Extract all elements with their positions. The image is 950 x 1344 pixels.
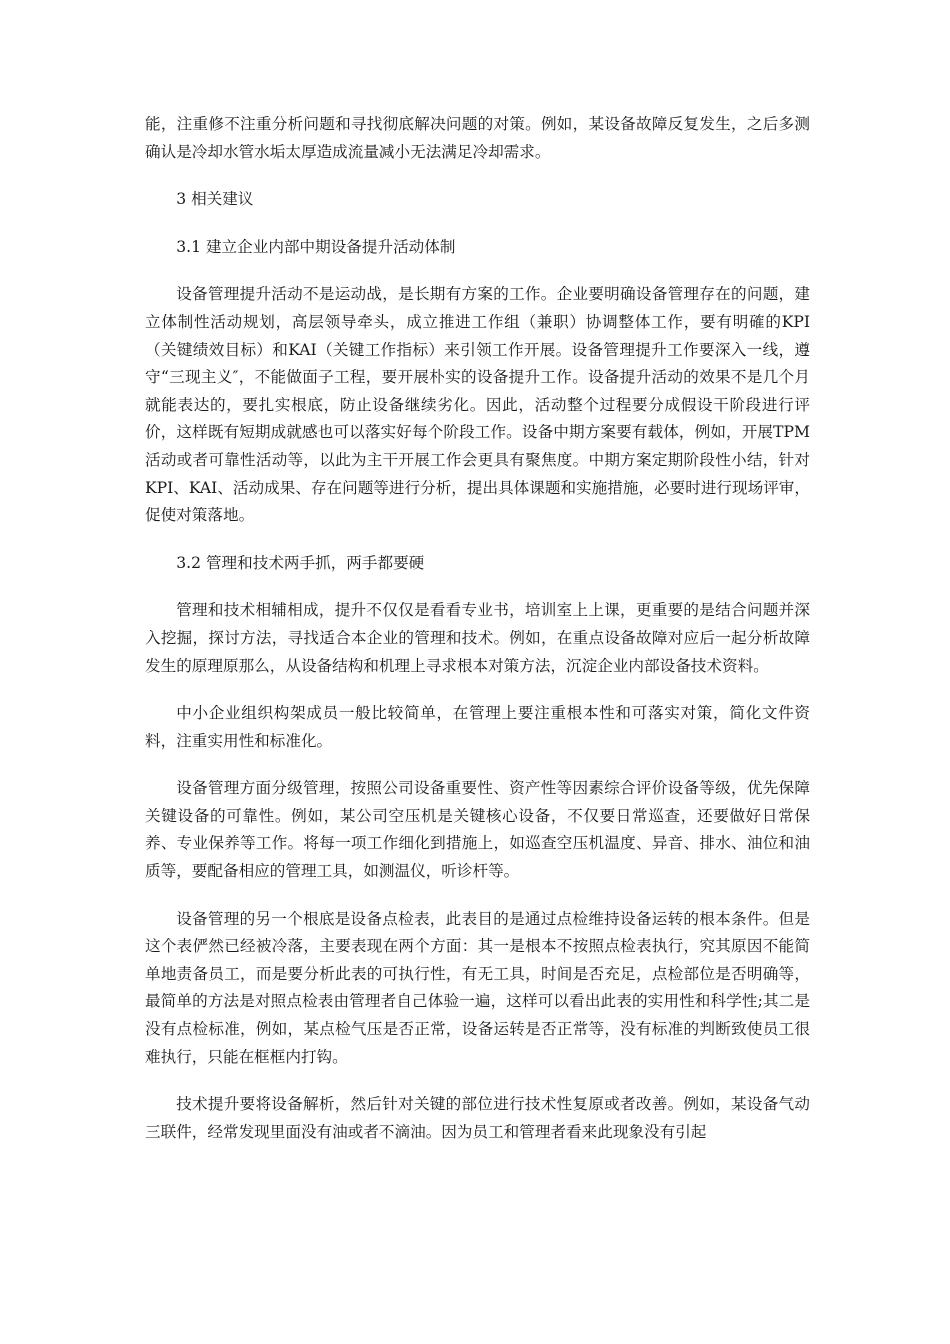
document-body <box>145 111 810 1166</box>
paragraph: 设备管理方面分级管理，按照公司设备重要性、资产性等因素综合评价设备等级，优先保障关键设备的可靠性。例如，某公司空压机是关键核心设备，不仅要日常巡查，还要做好日常保养、专业保养等工作。将每一项工作细化到措施上，如巡查空压机温度、异音、排水、油位和油质等，要配备相应的管理工具，如测温仪，听诊杆等。 <box>145 779 810 881</box>
paragraph: 设备管理提升活动不是运动战，是长期有方案的工作。企业要明确设备管理存在的问题，建立体制性活动规划，高层领导牵头，成立推进工作组（兼职）协调整体工作，要有明確的KPI（关键绩效目标）和KAI（关键工作指标）来引领工作开展。设备管理提升工作要深入一线，遵守“三现主义″，不能做面子工程，要开展朴实的设备提升工作。设备提升活动的效果不是几个月就能表达的，要扎实根底，防止设备继续劣化。因此，活动整个过程要分成假设干阶段进行评价，这样既有短期成就感也可以落实好每个阶段工作。设备中期方案要有载体，例如，开展TPM活动或者可靠性活动等，以此为主干开展工作会更具有聚焦度。中期方案定期阶段性小结，针对KPI、KAI、活动成果、存在问题等进行分析，提出具体课题和实施措施，必要时进行现场评审，促使对策落地。 <box>145 285 810 525</box>
paragraph: 设备管理的另一个根底是设备点检表，此表目的是通过点检维持设备运转的根本条件。但是这个表俨然已经被冷落，主要表现在两个方面：其一是根本不按照点检表执行，究其原因不能简单地责备员工，而是要分析此表的可执行性，有无工具，时间是否充足，点检部位是否明确等，最简单的方法是对照点检表由管理者自己体验一遍，这样可以看出此表的实用性和科学性;其二是没有点检标准，例如，某点检气压是否正常，设备运转是否正常等，没有标准的判断致使员工很难执行，只能在框框内打钩。 <box>145 909 810 1066</box>
section-heading-3: 3 相关建议 <box>176 190 254 209</box>
subsection-heading-3-2: 3.2 管理和技术两手抓，两手都要硬 <box>176 553 425 572</box>
paragraph-continuation: 能，注重修不注重分析问题和寻找彻底解决问题的对策。例如，某设备故障反复发生，之后多测确认是冷却水管水垢太厚造成流量减小无法满足冷却需求。 <box>145 115 810 161</box>
paragraph: 技术提升要将设备解析，然后针对关键的部位进行技术性复原或者改善。例如，某设备气动三联件，经常发现里面没有油或者不滴油。因为员工和管理者看来此现象没有引起 <box>145 1095 810 1141</box>
subsection-heading-3-1: 3.1 建立企业内部中期设备提升活动体制 <box>176 237 456 256</box>
paragraph: 管理和技术相辅相成，提升不仅仅是看看专业书，培训室上上课，更重要的是结合问题并深入挖掘，探讨方法，寻找适合本企业的管理和技术。例如，在重点设备故障对应后一起分析故障发生的原理原那么，从设备结构和机理上寻求根本对策方法，沉淀企业内部设备技术资料。 <box>145 601 810 675</box>
paragraph: 中小企业组织构架成员一般比较简单，在管理上要注重根本性和可落实对策，简化文件资料，注重实用性和标准化。 <box>145 704 810 750</box>
